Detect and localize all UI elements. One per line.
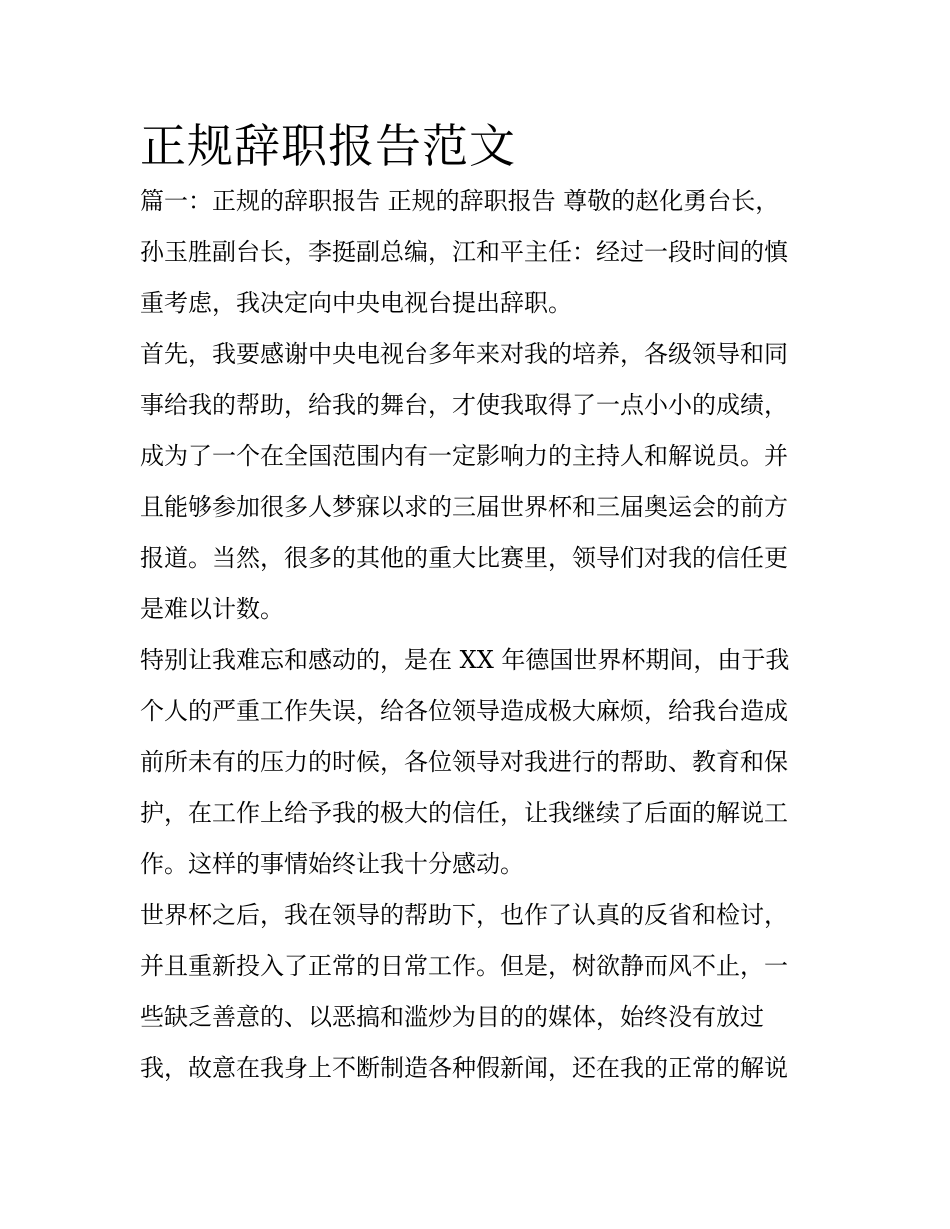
- body-line: 前所未有的压力的时候，各位领导对我进行的帮助、教育和保: [140, 748, 788, 776]
- body-line: 些缺乏善意的、以恶搞和滥炒为目的的媒体，始终没有放过: [140, 1003, 764, 1031]
- body-line: 我，故意在我身上不断制造各种假新闻，还在我的正常的解说: [140, 1054, 788, 1082]
- document-title: 正规辞职报告范文: [140, 119, 516, 173]
- body-line: 报道。当然，很多的其他的重大比赛里，领导们对我的信任更: [140, 544, 788, 572]
- body-line: 重考虑，我决定向中央电视台提出辞职。: [140, 289, 572, 317]
- body-line: 并且重新投入了正常的日常工作。但是，树欲静而风不止，一: [140, 952, 788, 980]
- body-line: 世界杯之后，我在领导的帮助下，也作了认真的反省和检讨，: [140, 901, 788, 929]
- body-line: 成为了一个在全国范围内有一定影响力的主持人和解说员。并: [140, 442, 788, 470]
- body-line: 篇一：正规的辞职报告 正规的辞职报告 尊敬的赵化勇台长，: [140, 187, 780, 215]
- body-line: 且能够参加很多人梦寐以求的三届世界杯和三届奥运会的前方: [140, 493, 788, 521]
- document-body: [140, 176, 820, 1094]
- body-line: 是难以计数。: [140, 595, 284, 623]
- body-line: 事给我的帮助，给我的舞台，才使我取得了一点小小的成绩，: [140, 391, 788, 419]
- body-line: 孙玉胜副台长，李挺副总编，江和平主任：经过一段时间的慎: [140, 238, 788, 266]
- body-line: 特别让我难忘和感动的，是在 XX 年德国世界杯期间，由于我: [140, 646, 790, 674]
- body-line: 作。这样的事情始终让我十分感动。: [140, 850, 524, 878]
- body-line: 个人的严重工作失误，给各位领导造成极大麻烦，给我台造成: [140, 697, 788, 725]
- body-line: 护，在工作上给予我的极大的信任，让我继续了后面的解说工: [140, 799, 788, 827]
- body-line: 首先，我要感谢中央电视台多年来对我的培养，各级领导和同: [140, 340, 788, 368]
